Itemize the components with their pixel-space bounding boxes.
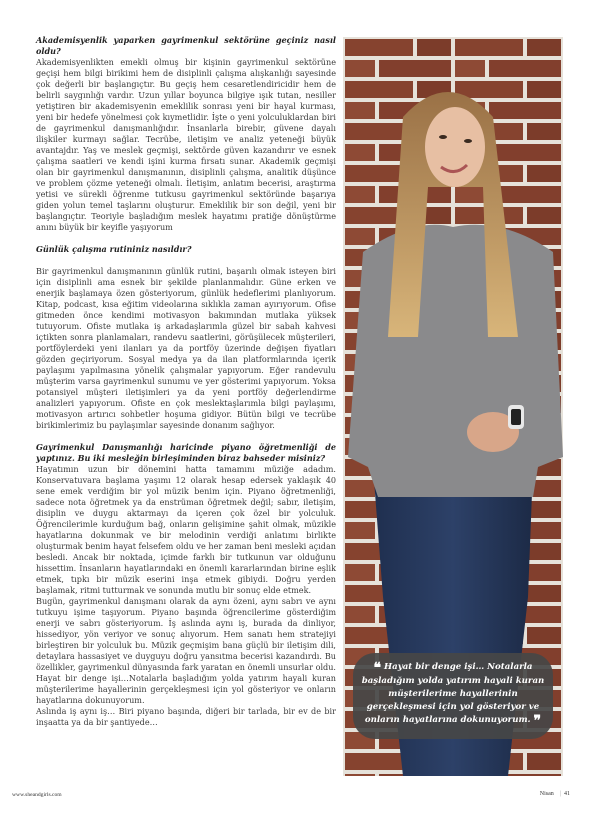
open-quote-icon: ❝ (373, 660, 382, 676)
pull-quote (353, 653, 553, 739)
footer-page-info (540, 791, 570, 797)
portrait-photo (343, 37, 563, 776)
page-number: 41 (564, 791, 570, 797)
footer-month: Nisan (539, 791, 554, 797)
answer-paragraph: Bugün, gayrimenkul danışmanı olarak da aynı özeni, aynı sabrı ve aynı tutkuyu işime taşıyorum. Piyano başında öğrencilerime gösterdiğim enerji ve sabrı gösteriyorum. İş aslında aynı iş, burada da dinliyor, hissediyor, yön veriyor ve sonuç alıyorum. Hem sanatı hem stratejiyi birleştiren bir yolculuk bu. Müzik geçmişim bana güçlü bir iletişim dili, detaylara hassasiyet ve duyguyu doğru yansıtma becerisi kazandırdı. Bu özellikler, gayrimenkul dünyasında fark yaratan en önemli unsurlar oldu. Hayat bir denge işi…Notalarla başladığım yolda yatırım hayali kuran müşterilerime hayallerinin gerçekleşmesi için yol gösteriyor ve onların hayatlarına dokunuyorum. (36, 596, 336, 705)
answer-paragraph: Aslında iş aynı iş… Biri piyano başında, diğeri bir tarlada, bir ev de bir inşaatta ya da bir şantiyede… (36, 706, 336, 727)
close-quote-icon: ❞ (533, 713, 542, 729)
pull-quote-text: Hayat bir denge işi… Notalarla başladığım yolda yatırım hayali kuran müşterilerime hayallerinin gerçekleşmesi için yol gösteriyor ve onların hayatlarına dokunuyorum. (361, 662, 545, 725)
answer-paragraph: Hayatımın uzun bir dönemini hatta tamamını müziğe adadım. Konservatuvara başlama yaşımı 12 olarak hesap edersek yaklaşık 40 sene emek verdiğim bir yol müzik benim için. Piyano öğretmenliği, sadece nota öğretmek ya da enstrüman öğretmek değil; sabır, iletişim, disiplin ve duygu aktarmayı da içeren çok özel bir yolculuk. Öğrencilerimle kurduğum bağ, onların gelişimine şahit olmak, müzikle hayatlarına dokunmak ve bir melodinin verdiği anlatımı birlikte oluşturmak benim hayat felsefem oldu ve her zaman beni mesleki açıdan besledi. Ancak bir noktada, içimde farklı bir tutkunun var olduğunu hissettim. İnsanların hayatlarındaki en önemli kararlarından birine eşlik etmek, tıpkı bir müzik eserini inşa etmek gibiydi. Doğru yerden başlamak, ritmi tutturmak ve sonunda mutlu bir sonuç elde etmek. (36, 464, 336, 595)
question-heading: Günlük çalışma rutininiz nasıldır? (36, 244, 192, 254)
question-heading: Akademisyenlik yaparken gayrimenkul sektörüne geçiniz nasıl oldu? (36, 35, 336, 56)
question-heading: Gayrimenkul Danışmanlığı haricinde piyano öğretmenliği de yaptınız. Bu iki mesleğin birleşiminden biraz bahseder misiniz? (36, 442, 336, 463)
footer-website: www.sheandgirls.com (12, 792, 62, 798)
divider: | (559, 791, 561, 797)
article-column (36, 35, 336, 728)
answer-paragraph: Akademisyenlikten emekli olmuş bir kişinin gayrimenkul sektörüne geçişi hem bilgi birikimi hem de disiplinli çalışma alışkanlığı sayesinde çok değerli bir başlangıçtır. Bu geçiş hem cesaretlendiricidir hem de belirli saygınlığı vardır. Uzun yıllar boyunca bilgiye ışık tutan, nesiller yetiştiren bir akademisyenin emeklilik sonrası yeni bir hayal kurması, yeni bir hedefe yönelmesi çok kıymetlidir. İşte o yeni yolculuklardan biri de gayrimenkul danışmanlığıdır. İnsanlarla birebir, güvene dayalı ilişkiler kurmayı sağlar. Tecrübe, iletişim ve analiz yeteneği büyük avantajdır. Yaş ve meslek geçmişi, sektörde güven kazandırır ve esnek çalışma saatleri ve kendi işini kurma fırsatı sunar. Akademik geçmişi olan bir gayrimenkul danışmanının, disiplinli çalışma, analitik düşünce ve problem çözme yeteneği olmalı. İletişim, anlatım becerisi, araştırma yetisi ve sürekli öğrenme tutkusu gayrimenkul sektöründe başarıya giden yolun temel taşlarını oluşturur. Emeklilik bir son değil, yeni bir başlangıçtır. Teoriyle başladığım meslek hayatımı pratiğe dönüştürme anını büyük bir keyifle yaşıyorum (36, 57, 336, 232)
answer-paragraph: Bir gayrimenkul danışmanının günlük rutini, başarılı olmak isteyen biri için disiplinli ama esnek bir şekilde planlanmalıdır. Güne erken ve enerjik başlamaya özen gösteriyorum, günlük hedeflerimi planlıyorum. Kitap, podcast, kısa eğitim videolarına sıklıkla zaman ayırıyorum. Ofise gitmeden önce kendimi motivasyon bakımından mutlaka yüksek tutuyorum. Ofiste mutlaka iş arkadaşlarımla güzel bir sabah kahvesi içtikten sonra planlamaları, randevu saatlerini, görüşülecek müşterileri, portföylerdeki yeni ilanları ya da portföy üzerinde değişen fiyatları gözden geçiriyorum. Sosyal medya ya da ilan platformlarında içerik paylaşımı yapılmasına yönelik çalışmalar yapıyorum. Eğer randevulu müşterim varsa gayrimenkul sunumu ve yer gösterimi yapıyorum. Yoksa potansiyel müşteri iletişimleri ya da yeni portföy değerlendirme analizleri yapıyorum. Ofiste en çok meslektaşlarımla bilgi paylaşımı, motivasyon artırıcı sohbetler hoşuma gidiyor. Bütün bilgi ve tecrübe birikimlerimiz bu paylaşımlar sayesinde donanım sağlıyor. (36, 266, 336, 430)
